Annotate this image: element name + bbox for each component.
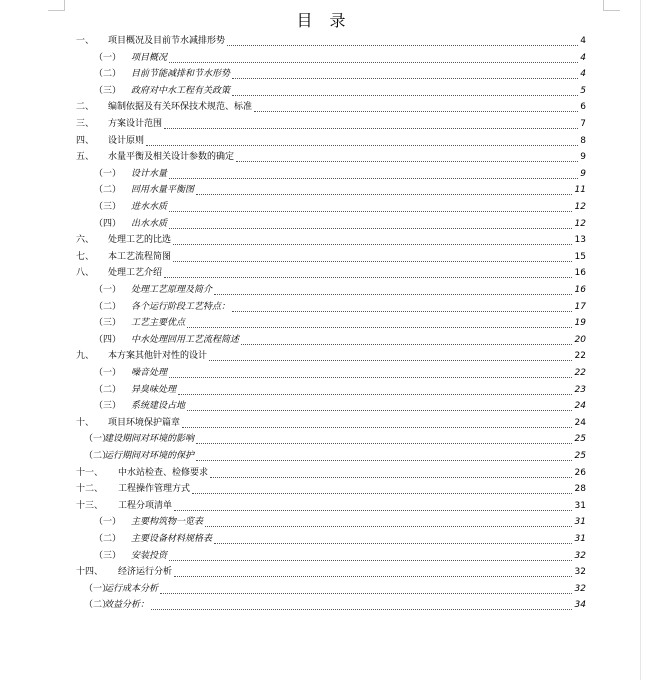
toc-entry-number: 三、: [76, 119, 95, 129]
toc-entry-number: 六、: [76, 235, 95, 246]
toc-entry[interactable]: [0, 117, 648, 132]
toc-entry-number: 七、: [76, 251, 95, 262]
toc-subentry[interactable]: [0, 515, 648, 530]
toc-page-number: 32: [574, 550, 586, 561]
toc-subentry[interactable]: [0, 300, 648, 315]
toc-page-number: 8: [580, 135, 586, 146]
toc-entry-number: （二）: [84, 451, 112, 461]
toc-page-number: 9: [580, 168, 586, 179]
toc-entry-number: 十二、: [76, 484, 104, 495]
toc-entry-number: （一）: [94, 285, 122, 295]
toc-page-number: 20: [574, 334, 586, 345]
toc-entry-number: 九、: [76, 351, 95, 362]
toc-page-number: 12: [574, 218, 586, 229]
toc-entry-text: 本方案其他针对性的设计: [108, 351, 208, 362]
toc-page-number: 32: [574, 567, 586, 578]
toc-entry[interactable]: [0, 34, 648, 49]
toc-entry-number: 二、: [76, 102, 95, 113]
toc-dot-leader: [254, 110, 578, 112]
toc-dot-leader: [169, 210, 572, 212]
toc-page-number: 25: [574, 451, 586, 461]
toc-dot-leader: [210, 476, 572, 478]
toc-entry-number: （二）: [94, 384, 122, 395]
toc-entry-number: （四）: [94, 334, 122, 345]
toc-entry-number: （二）: [94, 69, 122, 80]
toc-page-number: 31: [574, 534, 586, 544]
toc-page-number: 16: [574, 268, 586, 279]
toc-page-number: 28: [574, 484, 586, 495]
toc-entry[interactable]: [0, 150, 648, 165]
toc-entry-text: 政府对中水工程有关政策: [131, 85, 231, 96]
toc-entry-text: 水量平衡及相关设计参数的确定: [108, 152, 235, 163]
toc-entry-number: （四）: [94, 218, 122, 229]
toc-dot-leader: [196, 442, 572, 444]
toc-entry[interactable]: [0, 416, 648, 431]
toc-entry-text: 方案设计范围: [108, 119, 163, 129]
toc-entry[interactable]: [0, 266, 648, 281]
toc-subentry[interactable]: [0, 582, 648, 597]
toc-page-number: 23: [574, 384, 586, 395]
toc-subentry[interactable]: [0, 183, 648, 198]
toc-entry-number: 八、: [76, 268, 95, 279]
toc-entry-text: 本工艺流程简图: [108, 251, 172, 262]
toc-entry-text: 各个运行阶段工艺特点：: [131, 301, 231, 312]
toc-dot-leader: [232, 94, 578, 96]
toc-entry-text: 工程分项清单: [118, 500, 173, 511]
toc-dot-leader: [214, 293, 572, 295]
toc-entry-text: 出水水质: [131, 218, 168, 229]
toc-subentry[interactable]: [0, 432, 648, 447]
toc-entry-text: 处理工艺的比选: [108, 235, 172, 246]
toc-dot-leader: [214, 542, 572, 544]
toc-entry-text: 处理工艺原理及简介: [131, 285, 213, 295]
toc-subentry[interactable]: [0, 167, 648, 182]
toc-dot-leader: [160, 592, 572, 594]
toc-entry-text: 进水水质: [131, 202, 168, 212]
toc-page-number: 22: [574, 368, 586, 378]
toc-entry-number: （二）: [84, 600, 112, 611]
toc-dot-leader: [236, 160, 578, 162]
toc-page-number: 15: [574, 251, 586, 262]
toc-page-number: 25: [574, 434, 586, 445]
toc-entry-number: （一）: [84, 583, 112, 594]
toc-dot-leader: [196, 459, 572, 461]
toc-subentry[interactable]: [0, 200, 648, 215]
toc-dot-leader: [164, 127, 578, 129]
toc-subentry[interactable]: [0, 51, 648, 66]
toc-page-number: 12: [574, 202, 586, 212]
toc-entry-text: 运行期间对环境的保护: [104, 451, 195, 461]
toc-entry-text: 项目概况: [131, 52, 168, 63]
toc-entry[interactable]: [0, 565, 648, 580]
toc-page-number: 4: [580, 36, 586, 46]
toc-page-number: 34: [574, 600, 586, 611]
toc-page-number: 19: [574, 318, 586, 329]
toc-entry-text: 设计原则: [108, 135, 145, 146]
toc-entry-text: 噪音处理: [131, 368, 168, 378]
toc-page-number: 24: [574, 401, 586, 412]
toc-entry-number: （三）: [94, 318, 122, 329]
toc-dot-leader: [192, 492, 572, 494]
toc-entry-text: 经济运行分析: [118, 567, 173, 578]
toc-subentry[interactable]: [0, 366, 648, 381]
toc-entry-number: （一）: [94, 168, 122, 179]
toc-dot-leader: [182, 426, 572, 428]
toc-page-number: 7: [580, 119, 586, 129]
toc-page-number: 9: [580, 152, 586, 163]
toc-dot-leader: [169, 559, 572, 561]
toc-subentry[interactable]: [0, 532, 648, 547]
toc-dot-leader: [209, 359, 572, 361]
toc-dot-leader: [174, 509, 572, 511]
toc-entry-number: 十三、: [76, 500, 104, 511]
toc-entry-text: 编制依据及有关环保技术规范、标准: [108, 102, 253, 113]
toc-page-number: 4: [580, 52, 586, 63]
toc-title: 目 录: [296, 11, 352, 30]
toc-entry-number: （一）: [94, 517, 122, 528]
toc-entry-text: 项目概况及目前节水减排形势: [108, 36, 226, 46]
toc-entry-number: （三）: [94, 550, 122, 561]
toc-page-number: 32: [574, 583, 586, 594]
toc-subentry[interactable]: [0, 549, 648, 564]
toc-page-number: 16: [574, 285, 586, 295]
toc-entry-text: 工艺主要优点: [131, 318, 186, 329]
toc-entry-number: （一）: [94, 368, 122, 378]
toc-entry-text: 工程操作管理方式: [118, 484, 191, 495]
toc-entry-number: 十四、: [76, 567, 104, 578]
toc-dot-leader: [169, 177, 578, 179]
toc-entry[interactable]: [0, 134, 648, 149]
toc-entry-number: 五、: [76, 152, 95, 163]
toc-dot-leader: [174, 575, 572, 577]
toc-entry[interactable]: [0, 250, 648, 265]
toc-subentry[interactable]: [0, 283, 648, 298]
toc-entry[interactable]: [0, 482, 648, 497]
toc-page-number: 24: [574, 417, 586, 428]
toc-dot-leader: [187, 326, 572, 328]
toc-entry-number: （二）: [94, 301, 122, 312]
toc-dot-leader: [241, 343, 572, 345]
toc-entry-text: 中水站检查、检修要求: [118, 467, 209, 478]
toc-entry-number: （二）: [94, 534, 122, 544]
toc-dot-leader: [173, 243, 572, 245]
toc-subentry[interactable]: [0, 449, 648, 464]
toc-entry-text: 系统建设占地: [131, 401, 186, 412]
toc-dot-leader: [173, 260, 572, 262]
toc-entry-text: 运行成本分析: [104, 583, 159, 594]
toc-page-number: 5: [580, 85, 586, 96]
toc-entry-number: 一、: [76, 36, 95, 46]
toc-page-number: 26: [574, 467, 586, 478]
toc-entry-text: 建设期间对环境的影响: [104, 434, 195, 445]
toc-page-number: 4: [580, 69, 586, 80]
toc-entry-text: 安装投资: [131, 550, 168, 561]
toc-dot-leader: [169, 61, 578, 63]
toc-entry-text: 处理工艺介绍: [108, 268, 163, 279]
toc-entry-number: （三）: [94, 85, 122, 96]
toc-entry-text: 异臭味处理: [131, 384, 177, 395]
toc-subentry[interactable]: [0, 217, 648, 232]
toc-entry[interactable]: [0, 499, 648, 514]
toc-dot-leader: [169, 376, 572, 378]
toc-entry-number: 十一、: [76, 467, 104, 478]
toc-entry-number: 十、: [76, 417, 95, 428]
toc-subentry[interactable]: [0, 84, 648, 99]
toc-dot-leader: [178, 393, 572, 395]
toc-entry-text: 主要构筑物一览表: [131, 517, 204, 528]
toc-dot-leader: [187, 409, 572, 411]
toc-dot-leader: [205, 525, 572, 527]
toc-subentry[interactable]: [0, 383, 648, 398]
toc-entry-text: 中水处理回用工艺流程简述: [131, 334, 240, 345]
toc-entry-number: （一）: [94, 52, 122, 63]
toc-dot-leader: [227, 44, 578, 46]
toc-dot-leader: [151, 608, 572, 610]
toc-entry-number: （一）: [84, 434, 112, 445]
toc-entry-text: 项目环境保护篇章: [108, 417, 181, 428]
toc-entry-text: 设计水量: [131, 168, 168, 179]
toc-entry-number: （三）: [94, 401, 122, 412]
toc-page-number: 22: [574, 351, 586, 362]
toc-dot-leader: [232, 310, 572, 312]
toc-dot-leader: [146, 144, 578, 146]
toc-entry-number: （三）: [94, 202, 122, 212]
toc-subentry[interactable]: [0, 67, 648, 82]
toc-entry[interactable]: [0, 233, 648, 248]
toc-dot-leader: [164, 276, 572, 278]
toc-page-number: 11: [574, 185, 586, 196]
toc-subentry[interactable]: [0, 333, 648, 348]
toc-dot-leader: [169, 227, 572, 229]
toc-page-number: 31: [574, 500, 586, 511]
toc-page-number: 17: [574, 301, 586, 312]
toc-dot-leader: [232, 77, 578, 79]
toc-entry-text: 主要设备材料规格表: [131, 534, 213, 544]
toc-entry[interactable]: [0, 100, 648, 115]
toc-page-number: 6: [580, 102, 586, 113]
toc-subentry[interactable]: [0, 316, 648, 331]
toc-page-number: 31: [574, 517, 586, 528]
toc-entry-text: 效益分析：: [104, 600, 150, 611]
toc-dot-leader: [196, 193, 572, 195]
toc-entry-text: 目前节能减排和节水形势: [131, 69, 231, 80]
toc-entry[interactable]: [0, 349, 648, 364]
toc-page-number: 13: [574, 235, 586, 246]
toc-subentry[interactable]: [0, 598, 648, 613]
toc-entry[interactable]: [0, 466, 648, 481]
toc-subentry[interactable]: [0, 399, 648, 414]
toc-entry-text: 回用水量平衡图: [131, 185, 195, 196]
toc-entry-number: （二）: [94, 185, 122, 196]
toc-entry-number: 四、: [76, 135, 95, 146]
